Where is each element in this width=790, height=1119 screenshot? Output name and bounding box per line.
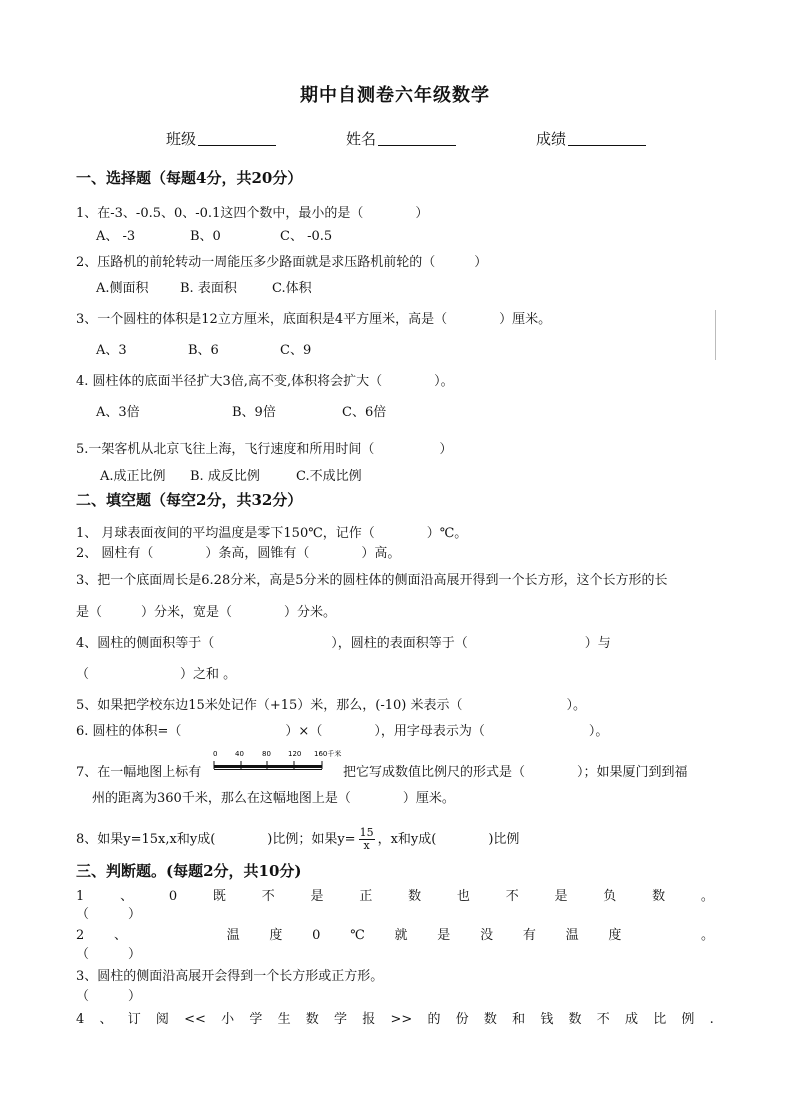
s1-q4-option-b: B、9倍 (232, 405, 276, 420)
s1-q5-option-c: C.不成比例 (296, 469, 362, 484)
name-label: 姓名 (346, 130, 377, 148)
s1-q2-option-b: B. 表面积 (180, 281, 237, 296)
s2-question-8 (76, 827, 519, 852)
spaced-char: 是 (554, 889, 568, 904)
s2-question-3-line2: 是（ ）分米，宽是（ ）分米。 (76, 605, 337, 620)
page-title: 期中自测卷六年级数学 (300, 85, 490, 106)
fraction-15-over-x (359, 827, 375, 852)
score-blank[interactable] (568, 131, 646, 146)
margin-divider (715, 310, 716, 360)
spaced-char: 小 (221, 1012, 235, 1027)
s1-question-4: 4. 圆柱体的底面半径扩大3倍,高不变,体积将会扩大（ ）。 (76, 374, 454, 389)
spaced-char: 报 (362, 1012, 376, 1027)
s1-q5-option-b: B. 成反比例 (190, 469, 260, 484)
spaced-char: ℃ (350, 928, 365, 943)
spaced-char: 负 (603, 889, 617, 904)
s1-q5-option-a: A.成正比例 (100, 469, 166, 484)
map-scale-bar (211, 748, 342, 776)
spaced-char (157, 927, 197, 945)
spaced-char: 份 (455, 1012, 469, 1027)
spaced-char: >> (390, 1012, 413, 1027)
score-field (536, 130, 646, 148)
spaced-char: 学 (334, 1012, 348, 1027)
spaced-char: 是 (310, 889, 324, 904)
spaced-char: 、 (114, 928, 128, 943)
spaced-char: 学 (249, 1012, 263, 1027)
s1-question-2: 2、压路机的前轮转动一周能压多少路面就是求压路机前轮的（ ） (76, 255, 488, 270)
class-field (166, 130, 276, 148)
s2-question-2: 2、 圆柱有（ ）条高，圆锥有（ ）高。 (76, 546, 401, 561)
name-field (346, 130, 456, 148)
s2-question-7-line2: 州的距离为360千米，那么在这幅地图上是（ ）厘米。 (92, 791, 455, 806)
spaced-char: 0 (168, 889, 178, 904)
s3-q2-answer-paren[interactable]: （ ） (76, 947, 142, 962)
name-blank[interactable] (378, 131, 456, 146)
spaced-char: 1 (76, 889, 85, 904)
s1-q3-option-c: C、9 (280, 343, 312, 358)
spaced-char: 没 (480, 928, 494, 943)
spaced-char: 正 (359, 889, 373, 904)
s2-q8-part1: 8、如果y=15x,x和y成( )比例；如果y= (76, 832, 356, 847)
class-blank[interactable] (198, 131, 276, 146)
spaced-char (651, 927, 671, 945)
spaced-char: 例 (681, 1012, 695, 1027)
spaced-char: 有 (522, 928, 536, 943)
spaced-char: 也 (456, 889, 470, 904)
s2-question-3-line1: 3、把一个底面周长是6.28分米，高是5分米的圆柱体的侧面沿高展开得到一个长方形，这个长方形的长 (76, 573, 668, 588)
s2-question-7-end: 把它写成数值比例尺的形式是（ ）；如果厦门到到福 (343, 765, 688, 780)
spaced-char: 生 (277, 1012, 291, 1027)
s1-q2-option-c: C.体积 (272, 281, 312, 296)
spaced-char: 数 (652, 889, 666, 904)
spaced-char: 比 (653, 1012, 667, 1027)
s3-question-3: 3、圆柱的侧面沿高展开会得到一个长方形或正方形。 (76, 969, 384, 984)
score-label: 成绩 (536, 130, 567, 148)
class-label: 班级 (166, 130, 197, 148)
scale-tick-label: 120 (288, 750, 302, 758)
spaced-char: 2 (76, 928, 85, 943)
scale-tick-label: 80 (262, 750, 271, 758)
s1-q1-option-a: A、 -3 (96, 229, 136, 244)
spaced-char: 度 (608, 928, 622, 943)
spaced-char: 。 (700, 889, 714, 904)
s2-question-4-line1: 4、圆柱的侧面积等于（ ），圆柱的表面积等于（ ）与 (76, 636, 611, 651)
section2-heading: 二、填空题（每空2分，共32分） (76, 491, 303, 509)
scale-tick-label: 160千米 (314, 750, 342, 758)
spaced-char: 、 (99, 1012, 113, 1027)
spaced-char: 不 (261, 889, 275, 904)
spaced-char: 阅 (155, 1012, 169, 1027)
spaced-char: 不 (505, 889, 519, 904)
s2-question-5: 5、如果把学校东边15米处记作（+15）米，那么，(-10) 米表示（ ）。 (76, 698, 586, 713)
spaced-char: 。 (700, 928, 714, 943)
fraction-denominator: x (363, 839, 370, 852)
spaced-char: 不 (596, 1012, 610, 1027)
s2-question-1: 1、 月球表面夜间的平均温度是零下150℃，记作（ ）℃。 (76, 526, 468, 541)
spaced-char: 0 (312, 928, 321, 943)
spaced-char: 是 (437, 928, 451, 943)
s1-question-3: 3、一个圆柱的体积是12立方厘米，底面积是4平方厘米，高是（ ）厘米。 (76, 312, 552, 327)
spaced-char: << (184, 1012, 206, 1027)
spaced-char: 就 (394, 928, 408, 943)
s1-q1-option-b: B、0 (190, 229, 221, 244)
s3-question-1 (76, 888, 714, 906)
s1-q2-option-a: A.侧面积 (96, 281, 149, 296)
spaced-char: 数 (483, 1012, 497, 1027)
section3-heading: 三、判断题。(每题2分，共10分) (76, 862, 302, 880)
spaced-char: 订 (127, 1012, 141, 1027)
spaced-char: 、 (120, 889, 134, 904)
section1-heading: 一、选择题（每题4分，共20分） (76, 169, 303, 187)
spaced-char: 温 (565, 928, 579, 943)
s2-question-4-line2: （ ）之和 。 (76, 667, 237, 682)
s1-q4-option-c: C、6倍 (342, 405, 387, 420)
spaced-char: 4 (76, 1012, 85, 1027)
spaced-char: 既 (212, 889, 226, 904)
spaced-char: 数 (568, 1012, 582, 1027)
s1-question-1: 1、在-3、-0.5、0、-0.1这四个数中，最小的是（ ） (76, 206, 429, 221)
spaced-char: 的 (427, 1012, 441, 1027)
s1-q3-option-a: A、3 (96, 343, 127, 358)
s3-question-4 (76, 1011, 714, 1029)
s1-q4-option-a: A、3倍 (96, 405, 140, 420)
s1-question-5: 5.一架客机从北京飞往上海，飞行速度和所用时间（ ） (76, 442, 453, 457)
s2-q8-part2: ，x和y成( )比例 (377, 832, 520, 847)
s1-q3-option-b: B、6 (188, 343, 219, 358)
spaced-char: 数 (305, 1012, 319, 1027)
s3-q1-answer-paren[interactable]: （ ） (76, 907, 142, 922)
s3-question-2 (76, 927, 714, 945)
s2-question-7-start: 7、在一幅地图上标有 (76, 765, 202, 780)
s2-question-6: 6. 圆柱的体积=（ ）×（ ），用字母表示为（ ）。 (76, 724, 609, 739)
s3-q3-answer-paren[interactable]: （ ） (76, 989, 142, 1004)
scale-tick-label: 40 (235, 750, 244, 758)
spaced-char: 温 (226, 928, 240, 943)
fraction-numerator: 15 (359, 826, 374, 839)
spaced-char: 钱 (540, 1012, 554, 1027)
spaced-char: 度 (269, 928, 283, 943)
spaced-char: 数 (408, 889, 422, 904)
s1-q1-option-c: C、 -0.5 (280, 229, 333, 244)
spaced-char: 和 (512, 1012, 526, 1027)
scale-tick-label: 0 (213, 750, 218, 758)
spaced-char: . (709, 1012, 714, 1027)
spaced-char: 成 (624, 1012, 638, 1027)
